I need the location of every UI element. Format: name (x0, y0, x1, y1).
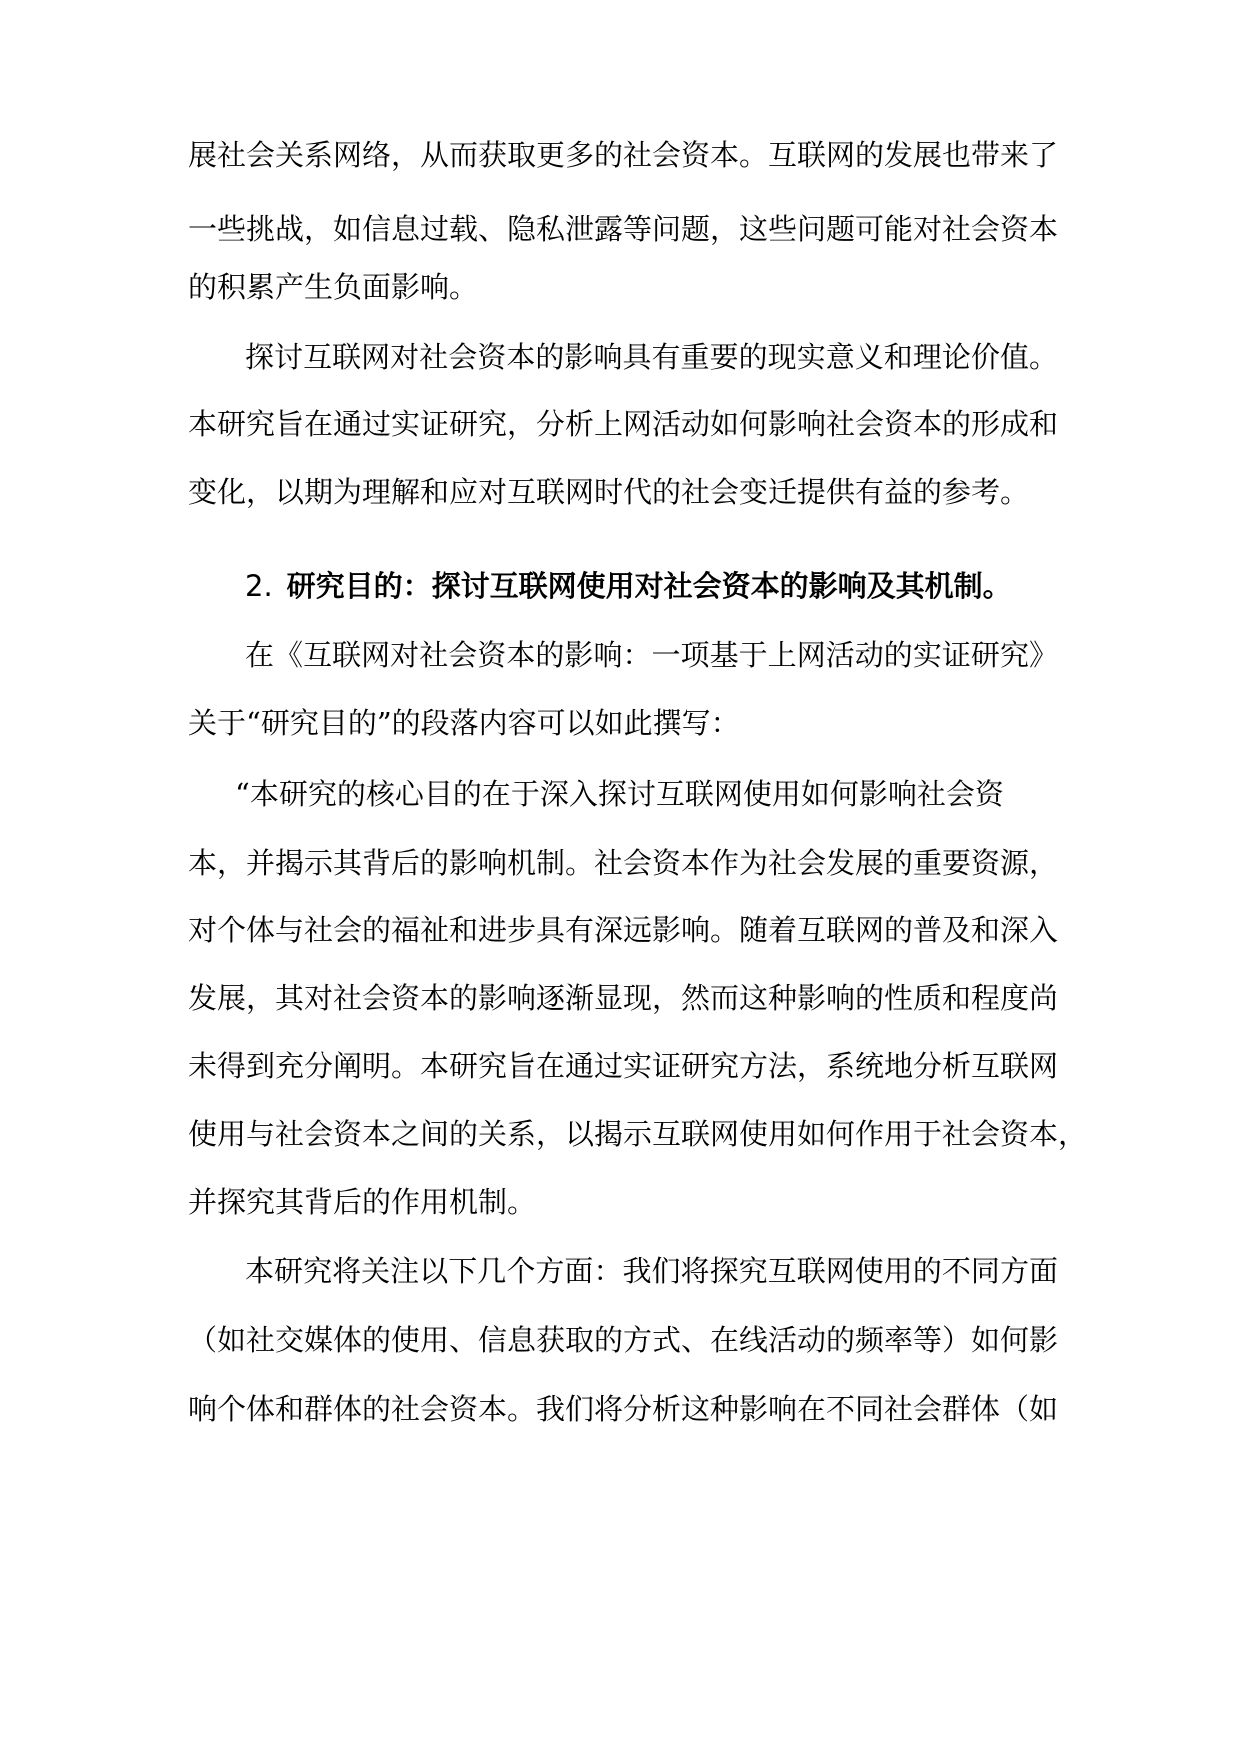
para4-line-5: 未得到充分阐明。本研究旨在通过实证研究方法，系统地分析互联网 (188, 1049, 1059, 1083)
para5-line-2: （如社交媒体的使用、信息获取的方式、在线活动的频率等）如何影 (188, 1323, 1059, 1357)
para5-line-3: 响个体和群体的社会资本。我们将分析这种影响在不同社会群体（如 (188, 1392, 1059, 1426)
para3-line-1: 在《互联网对社会资本的影响：一项基于上网活动的实证研究》 (245, 638, 1058, 672)
para1-line-1: 展社会关系网络，从而获取更多的社会资本。互联网的发展也带来了 (188, 138, 1059, 172)
para2-line-3: 变化，以期为理解和应对互联网时代的社会变迁提供有益的参考。 (188, 475, 1030, 509)
section-title: 研究目的：探讨互联网使用对社会资本的影响及其机制。 (286, 569, 1012, 603)
para3-line-2: 关于“研究目的”的段落内容可以如此撰写： (188, 706, 740, 740)
para4-line-4: 发展，其对社会资本的影响逐渐显现，然而这种影响的性质和程度尚 (188, 981, 1059, 1015)
para1-line-2: 一些挑战，如信息过载、隐私泄露等问题，这些问题可能对社会资本 (188, 212, 1059, 246)
para5-line-1: 本研究将关注以下几个方面：我们将探究互联网使用的不同方面 (245, 1254, 1058, 1288)
section-heading (245, 566, 1012, 606)
para4-line-6: 使用与社会资本之间的关系，以揭示互联网使用如何作用于社会资本， (188, 1117, 1088, 1151)
para2-line-2: 本研究旨在通过实证研究，分析上网活动如何影响社会资本的形成和 (188, 407, 1059, 441)
para4-line-3: 对个体与社会的福祉和进步具有深远影响。随着互联网的普及和深入 (188, 913, 1059, 947)
para4-line-7: 并探究其背后的作用机制。 (188, 1185, 537, 1219)
para4-line-2: 本，并揭示其背后的影响机制。社会资本作为社会发展的重要资源， (188, 846, 1059, 880)
para2-line-1: 探讨互联网对社会资本的影响具有重要的现实意义和理论价值。 (245, 340, 1058, 374)
para4-line-1: “本研究的核心目的在于深入探讨互联网使用如何影响社会资 (235, 777, 1004, 811)
para1-line-3: 的积累产生负面影响。 (188, 270, 479, 304)
section-number: 2. (245, 569, 273, 603)
